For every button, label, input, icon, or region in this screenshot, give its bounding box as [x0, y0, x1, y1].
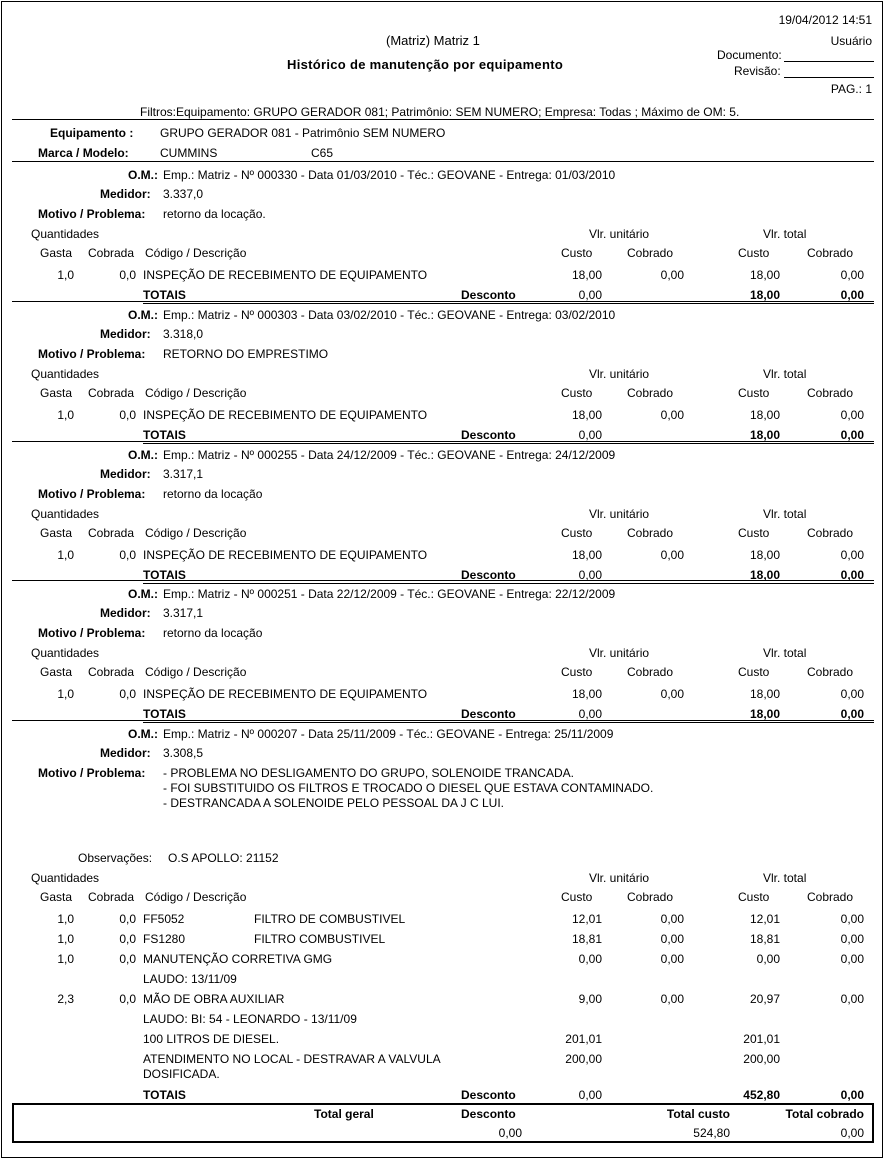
vlr-total-label: Vlr. total [763, 871, 807, 885]
medidor-label: Medidor: [100, 467, 151, 481]
grand-total-custo-label: Total custo [666, 1107, 730, 1121]
totais-desconto: 0,00 [578, 1088, 602, 1102]
motivo-line: RETORNO DO EMPRESTIMO [163, 347, 329, 361]
totais-underline [143, 303, 874, 304]
col-total-custo: Custo [738, 386, 770, 400]
totais-desconto: 0,00 [578, 428, 602, 442]
grand-total-custo: 524,80 [693, 1126, 730, 1140]
totais-underline [143, 583, 874, 584]
motivo-label: Motivo / Problema: [38, 347, 146, 361]
totais-custo: 452,80 [743, 1088, 780, 1102]
totais-custo: 18,00 [749, 568, 780, 582]
item-code: INSPEÇÃO DE RECEBIMENTO DE EQUIPAMENTO [143, 687, 428, 701]
vlr-unitario-label: Vlr. unitário [589, 871, 650, 885]
item-cobrada: 0,0 [119, 912, 136, 926]
om-label: O.M.: [128, 727, 158, 741]
quantidades-label: Quantidades [31, 646, 100, 660]
col-unit-cobrado: Cobrado [627, 665, 674, 679]
item-unit-cobrado: 0,00 [660, 268, 684, 282]
item-unit-custo: 18,00 [571, 408, 602, 422]
item-unit-custo: 18,81 [571, 932, 602, 946]
item-gasta: 1,0 [57, 268, 74, 282]
brand-label: Marca / Modelo: [38, 146, 129, 160]
item-unit-cobrado: 0,00 [660, 932, 684, 946]
col-total-cobrado: Cobrado [807, 890, 854, 904]
company-name: (Matriz) Matriz 1 [386, 33, 480, 48]
item-description: FILTRO DE COMBUSTIVEL [254, 912, 406, 926]
item-gasta: 1,0 [57, 408, 74, 422]
item-cobrada: 0,0 [119, 992, 136, 1006]
item-total-cobrado: 0,00 [840, 932, 864, 946]
medidor-label: Medidor: [100, 187, 151, 201]
item-code: LAUDO: BI: 54 - LEONARDO - 13/11/09 [143, 1012, 357, 1026]
col-cobrada: Cobrada [88, 526, 135, 540]
item-unit-custo: 18,00 [571, 548, 602, 562]
motivo-label: Motivo / Problema: [38, 626, 146, 640]
item-code: MÃO DE OBRA AUXILIAR [143, 992, 285, 1006]
totais-custo: 18,00 [749, 707, 780, 721]
vlr-total-label: Vlr. total [763, 507, 807, 521]
desconto-label: Desconto [461, 568, 516, 582]
om-info: Emp.: Matriz - Nº 000303 - Data 03/02/2010 - Téc.: GEOVANE - Entrega: 03/02/2010 [163, 308, 616, 322]
item-total-custo: 0,00 [756, 952, 780, 966]
item-gasta: 1,0 [57, 912, 74, 926]
totais-label: TOTAIS [143, 568, 186, 582]
desconto-label: Desconto [461, 288, 516, 302]
item-unit-cobrado: 0,00 [660, 992, 684, 1006]
totais-cobrado: 0,00 [840, 288, 864, 302]
col-total-custo: Custo [738, 526, 770, 540]
col-cobrada: Cobrada [88, 246, 135, 260]
col-gasta: Gasta [40, 246, 73, 260]
col-total-cobrado: Cobrado [807, 386, 854, 400]
totais-label: TOTAIS [143, 707, 186, 721]
vlr-total-label: Vlr. total [763, 367, 807, 381]
item-cobrada: 0,0 [119, 408, 136, 422]
quantidades-label: Quantidades [31, 367, 100, 381]
header-divider [12, 119, 874, 120]
item-unit-custo: 200,00 [565, 1052, 602, 1066]
col-codigo: Código / Descrição [145, 386, 247, 400]
item-unit-custo: 201,01 [565, 1032, 602, 1046]
col-codigo: Código / Descrição [145, 526, 247, 540]
item-total-custo: 20,97 [749, 992, 780, 1006]
item-code: FS1280 [143, 932, 186, 946]
vlr-unitario-label: Vlr. unitário [589, 367, 650, 381]
col-total-cobrado: Cobrado [807, 526, 854, 540]
medidor-label: Medidor: [100, 327, 151, 341]
om-info: Emp.: Matriz - Nº 000251 - Data 22/12/2009 - Téc.: GEOVANE - Entrega: 22/12/2009 [163, 587, 616, 601]
motivo-line: retorno da locação. [163, 207, 266, 221]
motivo-line: - FOI SUBSTITUIDO OS FILTROS E TROCADO O DIESEL QUE ESTAVA CONTAMINADO. [163, 781, 654, 795]
item-unit-custo: 18,00 [571, 687, 602, 701]
totais-cobrado: 0,00 [840, 428, 864, 442]
col-unit-cobrado: Cobrado [627, 246, 674, 260]
col-unit-custo: Custo [561, 386, 593, 400]
col-cobrada: Cobrada [88, 665, 135, 679]
item-total-custo: 18,00 [749, 268, 780, 282]
totais-label: TOTAIS [143, 428, 186, 442]
observacoes-label: Observações: [78, 851, 153, 865]
col-cobrada: Cobrada [88, 386, 135, 400]
totais-desconto: 0,00 [578, 707, 602, 721]
item-total-custo: 12,01 [749, 912, 780, 926]
desconto-label: Desconto [461, 707, 516, 721]
brand-value: CUMMINS [160, 146, 218, 160]
col-unit-custo: Custo [561, 246, 593, 260]
grand-total-cobrado-label: Total cobrado [785, 1107, 864, 1121]
totais-cobrado: 0,00 [840, 1088, 864, 1102]
item-code: INSPEÇÃO DE RECEBIMENTO DE EQUIPAMENTO [143, 408, 428, 422]
totais-cobrado: 0,00 [840, 568, 864, 582]
item-code: INSPEÇÃO DE RECEBIMENTO DE EQUIPAMENTO [143, 548, 428, 562]
totais-custo: 18,00 [749, 288, 780, 302]
item-unit-cobrado: 0,00 [660, 912, 684, 926]
report-datetime: 19/04/2012 14:51 [778, 13, 872, 27]
grand-total-desconto-label: Desconto [461, 1107, 516, 1121]
col-cobrada: Cobrada [88, 890, 135, 904]
om-label: O.M.: [128, 308, 158, 322]
item-gasta: 1,0 [57, 687, 74, 701]
desconto-label: Desconto [461, 428, 516, 442]
om-info: Emp.: Matriz - Nº 000255 - Data 24/12/2009 - Téc.: GEOVANE - Entrega: 24/12/2009 [163, 448, 616, 462]
motivo-line: retorno da locação [163, 487, 263, 501]
grand-total-label: Total geral [314, 1107, 374, 1121]
order-divider [12, 441, 874, 442]
order-divider [12, 720, 874, 721]
motivo-label: Motivo / Problema: [38, 207, 146, 221]
vlr-unitario-label: Vlr. unitário [589, 227, 650, 241]
medidor-value: 3.337,0 [163, 187, 204, 201]
col-total-custo: Custo [738, 246, 770, 260]
item-unit-cobrado: 0,00 [660, 548, 684, 562]
col-total-cobrado: Cobrado [807, 665, 854, 679]
col-unit-custo: Custo [561, 526, 593, 540]
col-unit-cobrado: Cobrado [627, 890, 674, 904]
col-gasta: Gasta [40, 890, 73, 904]
item-code: INSPEÇÃO DE RECEBIMENTO DE EQUIPAMENTO [143, 268, 428, 282]
item-total-cobrado: 0,00 [840, 268, 864, 282]
item-unit-custo: 18,00 [571, 268, 602, 282]
item-cobrada: 0,0 [119, 952, 136, 966]
desconto-label: Desconto [461, 1088, 516, 1102]
item-cobrada: 0,0 [119, 687, 136, 701]
quantidades-label: Quantidades [31, 507, 100, 521]
item-code: ATENDIMENTO NO LOCAL - DESTRAVAR A VALVULA [143, 1052, 441, 1066]
om-label: O.M.: [128, 168, 158, 182]
totais-label: TOTAIS [143, 288, 186, 302]
equipment-label: Equipamento : [50, 126, 134, 140]
item-total-cobrado: 0,00 [840, 687, 864, 701]
item-code: 100 LITROS DE DIESEL. [143, 1032, 280, 1046]
medidor-value: 3.308,5 [163, 746, 204, 760]
model-value: C65 [311, 146, 334, 160]
vlr-total-label: Vlr. total [763, 227, 807, 241]
motivo-line: retorno da locação [163, 626, 263, 640]
col-total-custo: Custo [738, 665, 770, 679]
equipment-value: GRUPO GERADOR 081 - Patrimônio SEM NUMERO [160, 126, 446, 140]
col-codigo: Código / Descrição [145, 246, 247, 260]
item-cobrada: 0,0 [119, 932, 136, 946]
item-total-cobrado: 0,00 [840, 992, 864, 1006]
order-divider [12, 301, 874, 302]
documento-label: Documento: [717, 48, 782, 62]
medidor-value: 3.317,1 [163, 467, 204, 481]
item-total-custo: 18,00 [749, 408, 780, 422]
filters-line: Filtros:Equipamento: GRUPO GERADOR 081; Patrimônio: SEM NUMERO; Empresa: Todas ; Máximo de OM: 5. [140, 105, 740, 119]
motivo-line: - PROBLEMA NO DESLIGAMENTO DO GRUPO, SOLENOIDE TRANCADA. [163, 766, 574, 780]
item-total-custo: 18,00 [749, 687, 780, 701]
item-gasta: 2,3 [57, 992, 74, 1006]
report-user: Usuário [830, 34, 872, 48]
vlr-unitario-label: Vlr. unitário [589, 507, 650, 521]
item-total-custo: 200,00 [743, 1052, 780, 1066]
grand-total-desconto: 0,00 [498, 1126, 522, 1140]
col-unit-cobrado: Cobrado [627, 526, 674, 540]
vlr-total-label: Vlr. total [763, 646, 807, 660]
totais-underline [143, 722, 874, 723]
totais-desconto: 0,00 [578, 568, 602, 582]
motivo-label: Motivo / Problema: [38, 487, 146, 501]
item-unit-cobrado: 0,00 [660, 408, 684, 422]
totais-cobrado: 0,00 [840, 707, 864, 721]
totais-desconto: 0,00 [578, 288, 602, 302]
item-cobrada: 0,0 [119, 268, 136, 282]
item-gasta: 1,0 [57, 952, 74, 966]
item-unit-custo: 9,00 [578, 992, 602, 1006]
item-cobrada: 0,0 [119, 548, 136, 562]
col-gasta: Gasta [40, 665, 73, 679]
om-label: O.M.: [128, 448, 158, 462]
item-unit-custo: 12,01 [571, 912, 602, 926]
om-info: Emp.: Matriz - Nº 000330 - Data 01/03/2010 - Téc.: GEOVANE - Entrega: 01/03/2010 [163, 168, 616, 182]
item-unit-custo: 0,00 [578, 952, 602, 966]
item-code: MANUTENÇÃO CORRETIVA GMG [143, 952, 333, 966]
page-number: PAG.: 1 [830, 82, 872, 96]
item-total-cobrado: 0,00 [840, 952, 864, 966]
report-title: Histórico de manutenção por equipamento [287, 57, 564, 72]
item-unit-cobrado: 0,00 [660, 952, 684, 966]
item-total-cobrado: 0,00 [840, 408, 864, 422]
medidor-value: 3.317,1 [163, 606, 204, 620]
item-total-cobrado: 0,00 [840, 912, 864, 926]
quantidades-label: Quantidades [31, 871, 100, 885]
revisao-line [784, 77, 874, 78]
item-total-cobrado: 0,00 [840, 548, 864, 562]
om-info: Emp.: Matriz - Nº 000207 - Data 25/11/2009 - Téc.: GEOVANE - Entrega: 25/11/2009 [163, 727, 614, 741]
col-unit-custo: Custo [561, 665, 593, 679]
revisao-label: Revisão: [734, 64, 781, 78]
item-total-custo: 18,00 [749, 548, 780, 562]
grand-total-box [12, 1103, 874, 1143]
observacoes-value: O.S APOLLO: 21152 [168, 851, 279, 865]
vlr-unitario-label: Vlr. unitário [589, 646, 650, 660]
grand-total-cobrado: 0,00 [840, 1126, 864, 1140]
om-label: O.M.: [128, 587, 158, 601]
item-gasta: 1,0 [57, 932, 74, 946]
col-gasta: Gasta [40, 526, 73, 540]
totais-underline [143, 443, 874, 444]
motivo-label: Motivo / Problema: [38, 766, 146, 780]
col-total-cobrado: Cobrado [807, 246, 854, 260]
medidor-label: Medidor: [100, 606, 151, 620]
col-codigo: Código / Descrição [145, 665, 247, 679]
motivo-line: - DESTRANCADA A SOLENOIDE PELO PESSOAL DA J C LUI. [163, 796, 504, 810]
col-gasta: Gasta [40, 386, 73, 400]
medidor-label: Medidor: [100, 746, 151, 760]
item-code: LAUDO: 13/11/09 [143, 972, 237, 986]
documento-line [784, 61, 874, 62]
item-unit-cobrado: 0,00 [660, 687, 684, 701]
item-description: FILTRO COMBUSTIVEL [254, 932, 386, 946]
totais-label: TOTAIS [143, 1088, 186, 1102]
item-code: FF5052 [143, 912, 185, 926]
item-total-custo: 201,01 [743, 1032, 780, 1046]
quantidades-label: Quantidades [31, 227, 100, 241]
col-total-custo: Custo [738, 890, 770, 904]
medidor-value: 3.318,0 [163, 327, 204, 341]
item-total-custo: 18,81 [749, 932, 780, 946]
item-gasta: 1,0 [57, 548, 74, 562]
totais-custo: 18,00 [749, 428, 780, 442]
order-divider [12, 161, 874, 162]
col-codigo: Código / Descrição [145, 890, 247, 904]
order-divider [12, 580, 874, 581]
col-unit-custo: Custo [561, 890, 593, 904]
item-code-continued: DOSIFICADA. [143, 1067, 220, 1081]
col-unit-cobrado: Cobrado [627, 386, 674, 400]
